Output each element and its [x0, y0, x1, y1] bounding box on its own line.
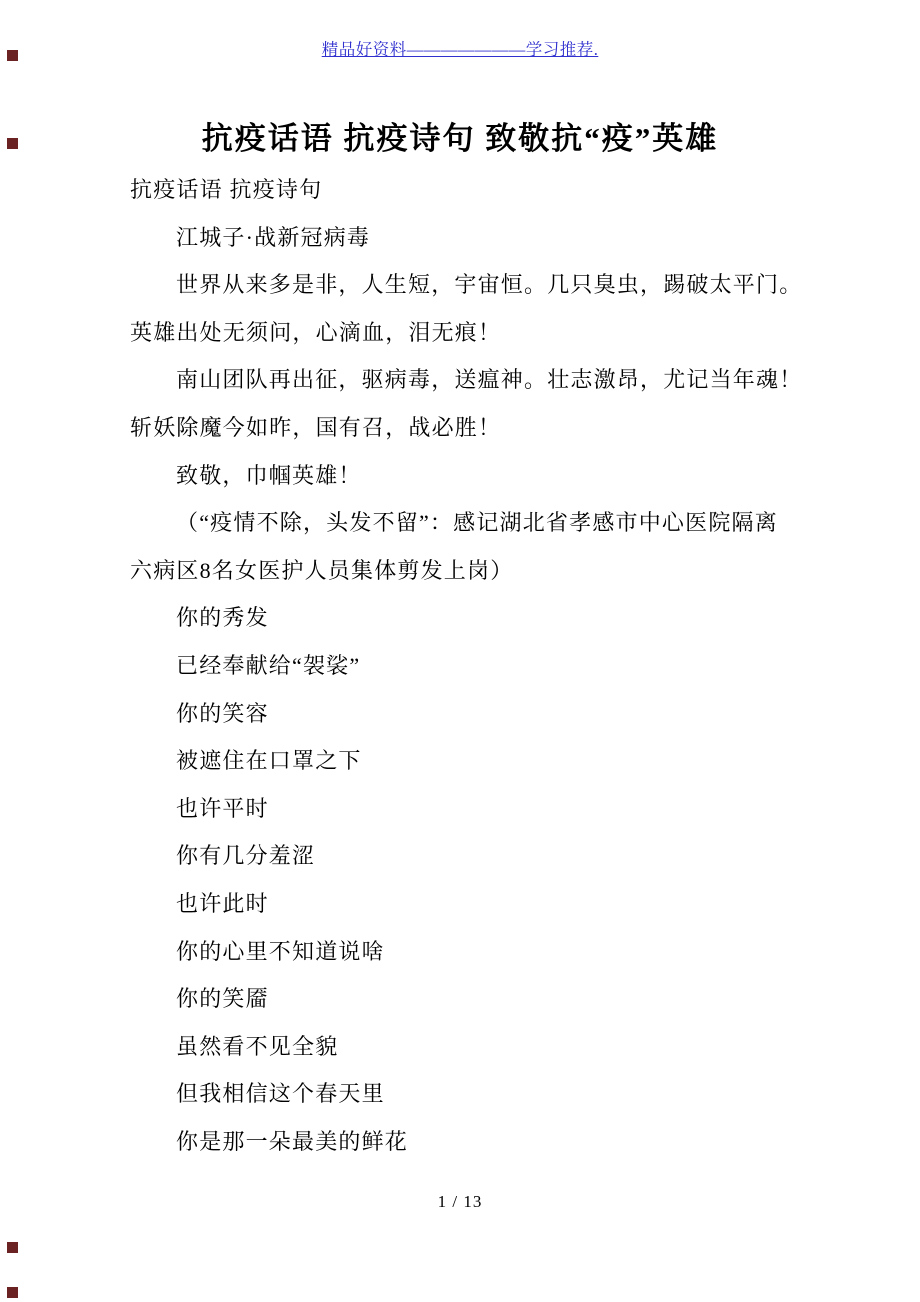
poem-line: 你是那一朵最美的鲜花	[176, 1128, 409, 1154]
document-line: 南山团队再出征，驱病毒，送瘟神。壮志激昂，尤记当年魂！	[176, 367, 803, 393]
document-line: 致敬，巾帼英雄！	[176, 462, 362, 488]
document-line: 英雄出处无须问，心滴血，泪无痕！	[130, 319, 502, 345]
poem-line: 也许平时	[176, 795, 269, 821]
document-body	[130, 166, 803, 1165]
poem-line: 也许此时	[176, 890, 269, 916]
page-number: 1 / 13	[437, 1192, 483, 1211]
edge-mark	[7, 1242, 18, 1253]
poem-line: 你的笑容	[176, 700, 269, 726]
document-line: 斩妖除魔今如昨，国有召，战必胜！	[130, 414, 502, 440]
poem-line: 虽然看不见全貌	[176, 1033, 339, 1059]
edge-mark	[7, 1287, 18, 1298]
document-line: 六病区8名女医护人员集体剪发上岗）	[130, 557, 514, 583]
poem-line: 你的心里不知道说啥	[176, 938, 385, 964]
edge-mark	[7, 138, 18, 149]
document-line: 世界从来多是非，人生短，宇宙恒。几只臭虫，踢破太平门。	[176, 272, 803, 298]
document-line: 江城子·战新冠病毒	[176, 224, 371, 250]
poem-line: 已经奉献给“袈裟”	[176, 652, 361, 678]
poem-line: 被遮住在口罩之下	[176, 748, 362, 774]
document-line: （“疫情不除，头发不留”：感记湖北省孝感市中心医院隔离	[176, 510, 778, 536]
header-link[interactable]: 精品好资料———————学习推荐.	[321, 40, 599, 59]
poem-line: 你有几分羞涩	[176, 843, 316, 869]
document-line: 抗疫话语 抗疫诗句	[130, 177, 323, 202]
page-footer	[0, 1192, 920, 1212]
poem-line: 你的秀发	[176, 605, 269, 631]
page-header	[0, 36, 920, 60]
poem-line: 但我相信这个春天里	[176, 1081, 385, 1107]
poem-line: 你的笑靥	[176, 986, 269, 1012]
document-title: 抗疫话语 抗疫诗句 致敬抗“疫”英雄	[201, 120, 719, 156]
